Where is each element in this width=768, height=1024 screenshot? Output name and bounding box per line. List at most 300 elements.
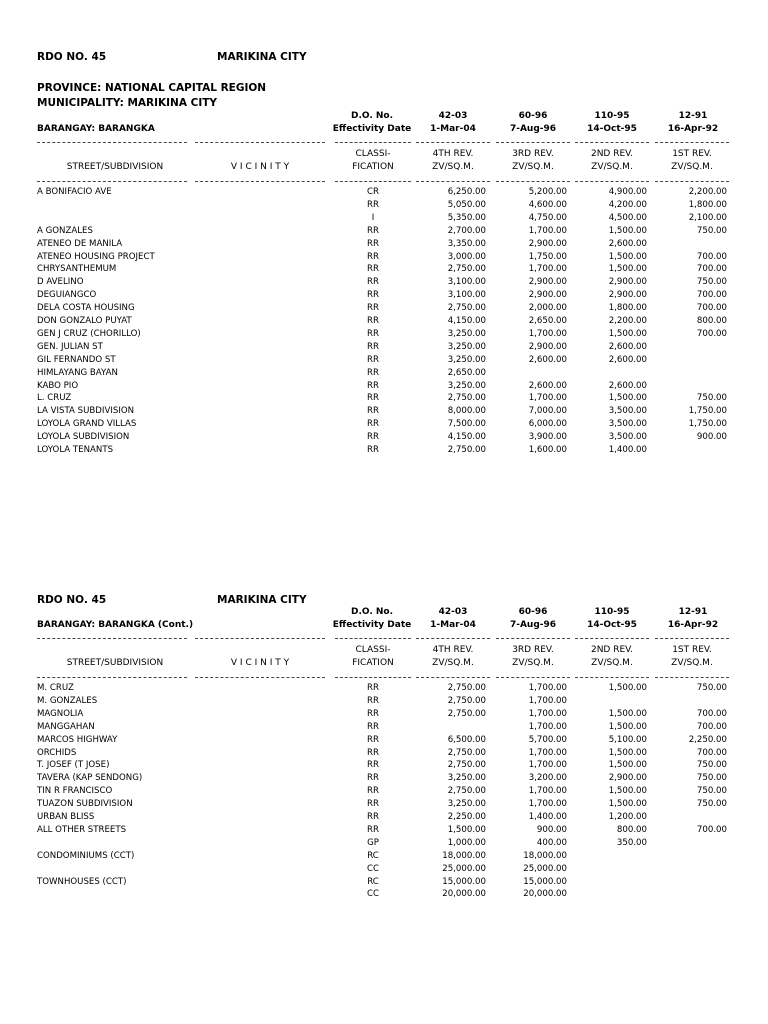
value-4th-rev: 2,750.00 xyxy=(447,786,486,797)
classification: RR xyxy=(367,264,379,275)
value-4th-rev: 3,350.00 xyxy=(447,238,486,249)
value-4th-rev: 3,000.00 xyxy=(447,251,486,262)
value-2nd-rev: 2,900.00 xyxy=(608,773,647,784)
col-street-header: STREET/SUBDIVISION xyxy=(66,658,164,668)
table-row xyxy=(0,865,768,878)
value-4th-rev: 5,350.00 xyxy=(447,212,486,223)
classification: RR xyxy=(367,251,379,262)
classification: RR xyxy=(367,303,379,314)
value-2nd-rev: 1,500.00 xyxy=(608,225,647,236)
do-label: D.O. No. xyxy=(350,111,394,121)
rdo-number: RDO NO. 45 xyxy=(37,594,107,606)
city-title: MARIKINA CITY xyxy=(217,594,307,606)
divider xyxy=(496,677,570,678)
value-1st-rev: 1,800.00 xyxy=(688,199,727,210)
value-2nd-rev: 2,900.00 xyxy=(608,277,647,288)
classification: RR xyxy=(367,445,379,455)
table-row xyxy=(0,839,768,852)
value-2nd-rev: 1,500.00 xyxy=(608,683,647,693)
value-1st-rev: 700.00 xyxy=(696,708,727,719)
table-row xyxy=(0,710,768,723)
effectivity-label: Effectivity Date xyxy=(332,124,412,134)
value-1st-rev: 750.00 xyxy=(696,277,727,288)
municipality: MUNICIPALITY: MARIKINA CITY xyxy=(37,97,218,109)
rev2-do: 60-96 xyxy=(518,607,548,617)
classification: RR xyxy=(367,683,379,693)
classification: RR xyxy=(367,419,379,430)
value-4th-rev: 1,000.00 xyxy=(447,837,486,848)
value-4th-rev: 3,250.00 xyxy=(447,354,486,365)
value-3rd-rev: 1,700.00 xyxy=(528,225,567,236)
value-3rd-rev: 1,700.00 xyxy=(528,393,567,404)
divider xyxy=(37,181,187,182)
divider xyxy=(655,638,729,639)
rev3-do: 110-95 xyxy=(594,111,630,121)
street-name: DON GONZALO PUYAT xyxy=(37,316,132,326)
rev2-date: 7-Aug-96 xyxy=(509,124,557,134)
classification: RR xyxy=(367,341,379,352)
classification: RR xyxy=(367,695,379,706)
table-row xyxy=(0,201,768,214)
table-row xyxy=(0,761,768,774)
value-3rd-rev: 2,650.00 xyxy=(528,316,567,326)
street-name: A BONIFACIO AVE xyxy=(37,187,112,197)
rev4-unit: ZV/SQ.M. xyxy=(671,162,713,172)
value-4th-rev: 3,250.00 xyxy=(447,341,486,352)
value-3rd-rev: 1,700.00 xyxy=(528,708,567,719)
value-2nd-rev: 1,500.00 xyxy=(608,721,647,732)
value-1st-rev: 1,750.00 xyxy=(688,406,727,417)
value-1st-rev: 700.00 xyxy=(696,721,727,732)
value-2nd-rev: 3,500.00 xyxy=(608,432,647,443)
rev1-do: 42-03 xyxy=(438,111,468,121)
value-3rd-rev: 18,000.00 xyxy=(523,850,567,861)
street-name: ORCHIDS xyxy=(37,747,77,758)
rev4-label: 1ST REV. xyxy=(672,645,712,655)
classification: GP xyxy=(367,837,379,848)
value-4th-rev: 2,750.00 xyxy=(447,445,486,455)
value-3rd-rev: 1,700.00 xyxy=(528,264,567,275)
street-name: A GONZALES xyxy=(37,225,93,236)
col-street-header: STREET/SUBDIVISION xyxy=(66,162,164,172)
value-3rd-rev: 1,600.00 xyxy=(528,445,567,455)
street-name: LOYOLA SUBDIVISION xyxy=(37,432,130,443)
value-4th-rev: 2,250.00 xyxy=(447,812,486,822)
value-3rd-rev: 1,700.00 xyxy=(528,721,567,732)
rdo-number: RDO NO. 45 xyxy=(37,51,107,63)
street-name: M. CRUZ xyxy=(37,683,74,693)
rev3-date: 14-Oct-95 xyxy=(587,620,637,630)
value-3rd-rev: 1,750.00 xyxy=(528,251,567,262)
value-3rd-rev: 4,750.00 xyxy=(528,212,567,223)
table-row xyxy=(0,343,768,356)
table-row xyxy=(0,813,768,826)
street-name: KABO PIO xyxy=(37,380,79,391)
value-1st-rev: 700.00 xyxy=(696,747,727,758)
table-row xyxy=(0,774,768,787)
rev2-unit: ZV/SQ.M. xyxy=(512,162,554,172)
province: PROVINCE: NATIONAL CAPITAL REGION xyxy=(37,82,267,94)
value-2nd-rev: 1,500.00 xyxy=(608,328,647,339)
classification: RR xyxy=(367,773,379,784)
table-row xyxy=(0,278,768,291)
value-3rd-rev: 1,700.00 xyxy=(528,328,567,339)
street-name: CHRYSANTHEMUM xyxy=(37,264,117,275)
value-3rd-rev: 3,200.00 xyxy=(528,773,567,784)
value-4th-rev: 3,100.00 xyxy=(447,290,486,301)
value-1st-rev: 700.00 xyxy=(696,824,727,835)
value-1st-rev: 750.00 xyxy=(696,760,727,771)
value-3rd-rev: 1,400.00 xyxy=(528,812,567,822)
value-3rd-rev: 2,900.00 xyxy=(528,238,567,249)
value-4th-rev: 2,750.00 xyxy=(447,747,486,758)
value-4th-rev: 2,750.00 xyxy=(447,695,486,706)
divider xyxy=(335,677,411,678)
classification: RR xyxy=(367,432,379,443)
value-2nd-rev: 1,500.00 xyxy=(608,264,647,275)
street-name: LOYOLA GRAND VILLAS xyxy=(37,419,137,430)
street-name: HIMLAYANG BAYAN xyxy=(37,367,118,378)
col-class-header-2: FICATION xyxy=(352,658,394,668)
classification: RC xyxy=(367,850,379,861)
value-3rd-rev: 6,000.00 xyxy=(528,419,567,430)
rev1-label: 4TH REV. xyxy=(432,149,474,159)
rev1-do: 42-03 xyxy=(438,607,468,617)
street-name: ATENEO HOUSING PROJECT xyxy=(37,251,155,262)
table-row xyxy=(0,697,768,710)
rev4-label: 1ST REV. xyxy=(672,149,712,159)
value-2nd-rev: 2,600.00 xyxy=(608,354,647,365)
street-name: L. CRUZ xyxy=(37,393,72,404)
table-row xyxy=(0,265,768,278)
value-1st-rev: 750.00 xyxy=(696,773,727,784)
value-1st-rev: 800.00 xyxy=(696,316,727,326)
street-name: TIN R FRANCISCO xyxy=(37,786,113,797)
value-4th-rev: 2,750.00 xyxy=(447,760,486,771)
barangay-label: BARANGAY: BARANGKA xyxy=(37,124,155,134)
value-2nd-rev: 1,500.00 xyxy=(608,747,647,758)
value-4th-rev: 3,100.00 xyxy=(447,277,486,288)
rev3-date: 14-Oct-95 xyxy=(587,124,637,134)
street-name: DELA COSTA HOUSING xyxy=(37,303,135,314)
value-4th-rev: 3,250.00 xyxy=(447,773,486,784)
value-3rd-rev: 25,000.00 xyxy=(523,863,567,874)
divider xyxy=(335,181,411,182)
table-row xyxy=(0,317,768,330)
value-4th-rev: 6,250.00 xyxy=(447,187,486,197)
rev4-date: 16-Apr-92 xyxy=(667,620,719,630)
value-1st-rev: 2,100.00 xyxy=(688,212,727,223)
rev2-date: 7-Aug-96 xyxy=(509,620,557,630)
value-4th-rev: 5,050.00 xyxy=(447,199,486,210)
divider xyxy=(496,638,570,639)
value-2nd-rev: 2,600.00 xyxy=(608,380,647,391)
value-4th-rev: 25,000.00 xyxy=(442,863,486,874)
table-row xyxy=(0,214,768,227)
effectivity-label: Effectivity Date xyxy=(332,620,412,630)
value-2nd-rev: 3,500.00 xyxy=(608,406,647,417)
value-4th-rev: 4,150.00 xyxy=(447,316,486,326)
value-4th-rev: 2,750.00 xyxy=(447,708,486,719)
divider xyxy=(655,181,729,182)
street-name: CONDOMINIUMS (CCT) xyxy=(37,850,135,861)
table-row xyxy=(0,407,768,420)
street-name: TOWNHOUSES (CCT) xyxy=(37,876,127,887)
divider xyxy=(416,677,490,678)
rev2-unit: ZV/SQ.M. xyxy=(512,658,554,668)
table-row xyxy=(0,253,768,266)
rev2-label: 3RD REV. xyxy=(512,645,554,655)
value-2nd-rev: 1,500.00 xyxy=(608,786,647,797)
divider xyxy=(335,142,411,143)
street-name: GEN. JULIAN ST xyxy=(37,341,103,352)
value-1st-rev: 700.00 xyxy=(696,251,727,262)
classification: RR xyxy=(367,760,379,771)
table-row xyxy=(0,188,768,201)
rev1-date: 1-Mar-04 xyxy=(430,124,476,134)
value-3rd-rev: 15,000.00 xyxy=(523,876,567,887)
value-3rd-rev: 20,000.00 xyxy=(523,889,567,900)
value-2nd-rev: 1,500.00 xyxy=(608,760,647,771)
value-3rd-rev: 900.00 xyxy=(536,824,567,835)
value-4th-rev: 18,000.00 xyxy=(442,850,486,861)
value-4th-rev: 2,750.00 xyxy=(447,264,486,275)
table-row xyxy=(0,304,768,317)
value-3rd-rev: 1,700.00 xyxy=(528,695,567,706)
rev1-label: 4TH REV. xyxy=(432,645,474,655)
value-2nd-rev: 5,100.00 xyxy=(608,734,647,745)
street-name: LOYOLA TENANTS xyxy=(37,445,114,455)
classification: RR xyxy=(367,354,379,365)
value-3rd-rev: 7,000.00 xyxy=(528,406,567,417)
value-4th-rev: 15,000.00 xyxy=(442,876,486,887)
classification: RR xyxy=(367,799,379,810)
divider xyxy=(496,181,570,182)
classification: RR xyxy=(367,290,379,301)
table-row xyxy=(0,227,768,240)
value-4th-rev: 2,750.00 xyxy=(447,303,486,314)
table-row xyxy=(0,356,768,369)
value-3rd-rev: 5,700.00 xyxy=(528,734,567,745)
table-row xyxy=(0,420,768,433)
street-name: D AVELINO xyxy=(37,277,84,288)
classification: RR xyxy=(367,824,379,835)
value-2nd-rev: 4,900.00 xyxy=(608,187,647,197)
value-3rd-rev: 2,600.00 xyxy=(528,354,567,365)
classification: RC xyxy=(367,876,379,887)
classification: RR xyxy=(367,786,379,797)
classification: CR xyxy=(367,187,379,197)
table-row xyxy=(0,852,768,865)
classification: RR xyxy=(367,277,379,288)
rev4-date: 16-Apr-92 xyxy=(667,124,719,134)
value-2nd-rev: 1,500.00 xyxy=(608,251,647,262)
table-row xyxy=(0,723,768,736)
value-1st-rev: 2,250.00 xyxy=(688,734,727,745)
divider xyxy=(195,181,325,182)
value-2nd-rev: 2,600.00 xyxy=(608,238,647,249)
value-2nd-rev: 1,500.00 xyxy=(608,799,647,810)
value-3rd-rev: 1,700.00 xyxy=(528,747,567,758)
table-row xyxy=(0,382,768,395)
divider xyxy=(575,638,649,639)
value-2nd-rev: 2,900.00 xyxy=(608,290,647,301)
street-name: M. GONZALES xyxy=(37,695,98,706)
value-3rd-rev: 1,700.00 xyxy=(528,799,567,810)
value-2nd-rev: 1,500.00 xyxy=(608,393,647,404)
classification: CC xyxy=(366,889,379,900)
value-3rd-rev: 2,900.00 xyxy=(528,341,567,352)
divider xyxy=(655,142,729,143)
value-1st-rev: 750.00 xyxy=(696,786,727,797)
table-row xyxy=(0,394,768,407)
street-name: LA VISTA SUBDIVISION xyxy=(37,406,135,417)
value-1st-rev: 700.00 xyxy=(696,264,727,275)
rev3-unit: ZV/SQ.M. xyxy=(591,162,633,172)
value-3rd-rev: 1,700.00 xyxy=(528,786,567,797)
barangay-label: BARANGAY: BARANGKA (Cont.) xyxy=(37,620,194,630)
divider xyxy=(195,677,325,678)
rev3-do: 110-95 xyxy=(594,607,630,617)
rev3-unit: ZV/SQ.M. xyxy=(591,658,633,668)
table-row xyxy=(0,787,768,800)
value-2nd-rev: 1,200.00 xyxy=(608,812,647,822)
value-4th-rev: 2,750.00 xyxy=(447,393,486,404)
value-4th-rev: 2,750.00 xyxy=(447,683,486,693)
value-1st-rev: 750.00 xyxy=(696,683,727,693)
divider xyxy=(335,638,411,639)
value-3rd-rev: 5,200.00 xyxy=(528,187,567,197)
rev1-date: 1-Mar-04 xyxy=(430,620,476,630)
value-1st-rev: 700.00 xyxy=(696,290,727,301)
street-name: TUAZON SUBDIVISION xyxy=(37,799,133,810)
value-4th-rev: 3,250.00 xyxy=(447,799,486,810)
table-row xyxy=(0,369,768,382)
value-3rd-rev: 2,900.00 xyxy=(528,277,567,288)
rev1-unit: ZV/SQ.M. xyxy=(432,658,474,668)
classification: RR xyxy=(367,747,379,758)
value-3rd-rev: 4,600.00 xyxy=(528,199,567,210)
divider xyxy=(37,638,187,639)
classification: RR xyxy=(367,708,379,719)
divider xyxy=(195,638,325,639)
table-row xyxy=(0,890,768,903)
divider xyxy=(575,142,649,143)
value-2nd-rev: 350.00 xyxy=(616,837,647,848)
value-4th-rev: 3,250.00 xyxy=(447,380,486,391)
table-row xyxy=(0,446,768,459)
value-4th-rev: 8,000.00 xyxy=(447,406,486,417)
value-1st-rev: 1,750.00 xyxy=(688,419,727,430)
divider xyxy=(37,677,187,678)
divider xyxy=(416,638,490,639)
rev4-unit: ZV/SQ.M. xyxy=(671,658,713,668)
table-row xyxy=(0,433,768,446)
table-row xyxy=(0,800,768,813)
classification: RR xyxy=(367,734,379,745)
street-name: ALL OTHER STREETS xyxy=(37,824,127,835)
city-title: MARIKINA CITY xyxy=(217,51,307,63)
divider xyxy=(575,181,649,182)
col-class-header-1: CLASSI- xyxy=(355,149,391,159)
rev1-unit: ZV/SQ.M. xyxy=(432,162,474,172)
street-name: URBAN BLISS xyxy=(37,812,95,822)
street-name: ATENEO DE MANILA xyxy=(37,238,123,249)
table-row xyxy=(0,826,768,839)
value-3rd-rev: 400.00 xyxy=(536,837,567,848)
classification: RR xyxy=(367,199,379,210)
value-4th-rev: 20,000.00 xyxy=(442,889,486,900)
table-row xyxy=(0,878,768,891)
value-3rd-rev: 3,900.00 xyxy=(528,432,567,443)
value-3rd-rev: 2,600.00 xyxy=(528,380,567,391)
rev2-label: 3RD REV. xyxy=(512,149,554,159)
value-2nd-rev: 2,600.00 xyxy=(608,341,647,352)
value-3rd-rev: 1,700.00 xyxy=(528,683,567,693)
classification: CC xyxy=(366,863,379,874)
col-class-header-2: FICATION xyxy=(352,162,394,172)
classification: RR xyxy=(367,328,379,339)
rev3-label: 2ND REV. xyxy=(590,645,634,655)
rev4-do: 12-91 xyxy=(678,111,708,121)
street-name: TAVERA (KAP SENDONG) xyxy=(37,773,143,784)
divider xyxy=(496,142,570,143)
street-name: T. JOSEF (T JOSE) xyxy=(37,760,110,771)
classification: RR xyxy=(367,316,379,326)
col-vicinity-header: V I C I N I T Y xyxy=(230,162,290,172)
divider xyxy=(655,677,729,678)
value-1st-rev: 750.00 xyxy=(696,225,727,236)
street-name: GEN J CRUZ (CHORILLO) xyxy=(37,328,141,339)
value-1st-rev: 750.00 xyxy=(696,799,727,810)
divider xyxy=(37,142,187,143)
classification: RR xyxy=(367,393,379,404)
table-row xyxy=(0,684,768,697)
classification: RR xyxy=(367,721,379,732)
divider xyxy=(195,142,325,143)
value-2nd-rev: 4,500.00 xyxy=(608,212,647,223)
value-4th-rev: 1,500.00 xyxy=(447,824,486,835)
street-name: GIL FERNANDO ST xyxy=(37,354,116,365)
classification: RR xyxy=(367,406,379,417)
value-1st-rev: 750.00 xyxy=(696,393,727,404)
value-4th-rev: 3,250.00 xyxy=(447,328,486,339)
col-class-header-1: CLASSI- xyxy=(355,645,391,655)
table-row xyxy=(0,749,768,762)
value-3rd-rev: 2,000.00 xyxy=(528,303,567,314)
value-2nd-rev: 2,200.00 xyxy=(608,316,647,326)
street-name: DEGUIANGCO xyxy=(37,290,97,301)
value-1st-rev: 700.00 xyxy=(696,328,727,339)
value-4th-rev: 6,500.00 xyxy=(447,734,486,745)
value-2nd-rev: 4,200.00 xyxy=(608,199,647,210)
classification: RR xyxy=(367,367,379,378)
value-4th-rev: 4,150.00 xyxy=(447,432,486,443)
classification: I xyxy=(371,212,375,223)
value-1st-rev: 900.00 xyxy=(696,432,727,443)
divider xyxy=(575,677,649,678)
classification: RR xyxy=(367,812,379,822)
value-4th-rev: 2,650.00 xyxy=(447,367,486,378)
value-2nd-rev: 800.00 xyxy=(616,824,647,835)
classification: RR xyxy=(367,225,379,236)
value-2nd-rev: 3,500.00 xyxy=(608,419,647,430)
value-2nd-rev: 1,400.00 xyxy=(608,445,647,455)
table-row xyxy=(0,291,768,304)
table-row xyxy=(0,736,768,749)
rev3-label: 2ND REV. xyxy=(590,149,634,159)
street-name: MARCOS HIGHWAY xyxy=(37,734,118,745)
